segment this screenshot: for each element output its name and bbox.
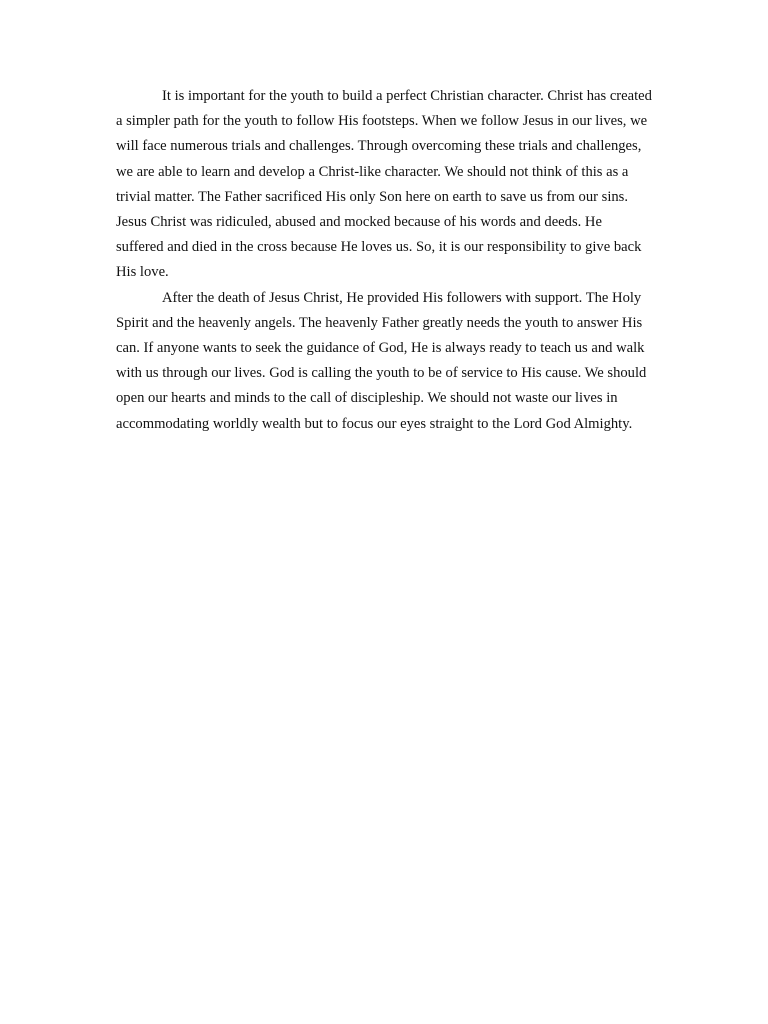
document-body: [116, 84, 652, 437]
paragraph-2: After the death of Jesus Christ, He provided His followers with support. The Holy Spirit and the heavenly angels. The heavenly Father greatly needs the youth to answer His can. If anyone wants to seek the guidance of God, He is always ready to teach us and walk with us through our lives. God is calling the youth to be of service to His cause. We should open our hearts and minds to the call of discipleship. We should not waste our lives in accommodating worldly wealth but to focus our eyes straight to the Lord God Almighty.: [116, 289, 647, 432]
paragraph-1: It is important for the youth to build a perfect Christian character. Christ has created a simpler path for the youth to follow His footsteps. When we follow Jesus in our lives, we will face numerous trials and challenges. Through overcoming these trials and challenges, we are able to learn and develop a Christ-like character. We should not think of this as a trivial matter. The Father sacrificed His only Son here on earth to save us from our sins. Jesus Christ was ridiculed, abused and mocked because of his words and deeds. He suffered and died in the cross because He loves us. So, it is our responsibility to give back His love.: [116, 88, 652, 281]
